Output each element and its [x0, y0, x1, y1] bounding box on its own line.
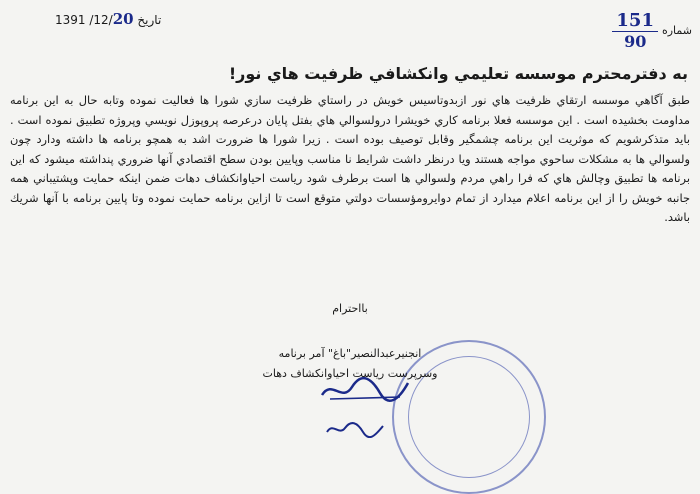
date-handwritten: 20: [112, 10, 134, 28]
number-top: 151: [612, 10, 658, 32]
number-bottom: 90: [624, 32, 647, 51]
signatory-title: وسرپرست رياست احياوانكشاف دهات: [262, 367, 438, 380]
signatory-name: انجنيرعبدالنصير"باغ" آمر برنامه: [278, 347, 422, 360]
handwritten-note: [325, 420, 385, 438]
number-field: [612, 10, 692, 51]
letter-body: طبق آگاهي موسسه ارتقاي ظرفيت هاي نور ازبدوتاسيس خويش در راستاي ظرفيت سازي شورا ها فعاليت نموده وتابه حال به اين برنامه مداومت بخشيده است . اين موسسه فعلا برنامه كاري خويشرا درولسوالي هاي بفتل پايان درعرصه پروپوزل نويسي وپروژه تطبيق نموده است . بايد متذكرشويم كه موثريت اين برنامه چشمگير وقابل توصيف بوده است . زيرا شورا ها ضرورت اشد به همچو برنامه ها داشته ودارد چون ولسوالي ها به مشكلات ساحوي مواجه هستند ويا درنظر داشت شرايط نا مناسب وپايين بودن سطح اقتصادي آنها ضروري پنداشته ميشود كه اين برنامه ها تطبيق وچالش هاي كه فرا راهي مردم ولسوالي ها است برطرف شود رياست احياوانكشاف دهات ضمن اينكه حمايت وپشتيباني همه جانبه خويش را از اين برنامه اعلام ميدارد از تمام دوايرومؤسسات دولتي متوقع است تا ازاين برنامه حمايت نموده وتا پايين برنامه با آنها شريك باشد.: [10, 93, 690, 224]
letter-heading: به دفترمحترم موسسه تعليمي وانكشافي ظرفيت هاي نور!: [228, 64, 688, 83]
handwritten-signature: [320, 375, 410, 405]
number-fraction: [612, 10, 658, 51]
closing-salutation: بااحترام: [332, 302, 368, 315]
number-label: شماره: [661, 24, 692, 37]
date-field: [55, 10, 161, 28]
date-printed: 1391 /12/: [55, 13, 113, 27]
date-label: تاريخ: [137, 13, 162, 27]
